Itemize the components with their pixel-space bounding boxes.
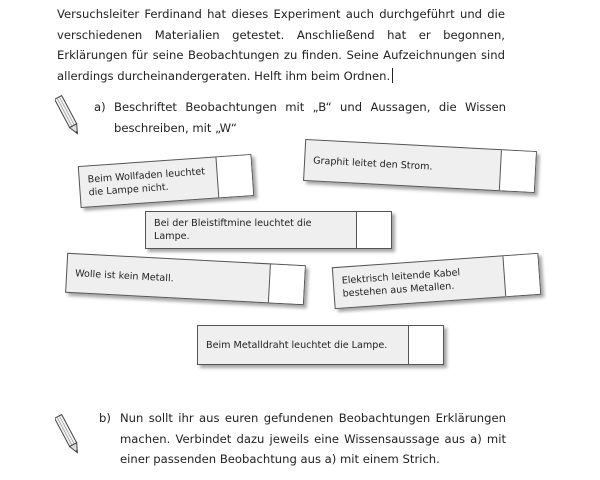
answer-box[interactable] <box>499 150 536 192</box>
task-b-text: Nun sollt ihr aus euren gefundenen Beobachtungen Erklärungen machen. Verbindet dazu jeweils eine Wissensaussage aus a) mit einer passenden Beobachtung aus a) mit einem Strich. <box>120 411 506 466</box>
card-wollfaden[interactable] <box>78 154 255 208</box>
card-text: Beim Wollfaden leuchtet die Lampe nicht. <box>87 166 206 199</box>
card-text: Bei der Bleistiftmine leuchtet die Lampe. <box>154 218 312 242</box>
task-b <box>99 408 506 470</box>
intro-text: Versuchsleiter Ferdinand hat dieses Experiment auch durchgeführt und die verschiedenen Materialien getestet. Anschließend hat er begonnen, Erklärungen für seine Beobachtungen zu finden. Seine Aufzeichnungen sind allerdings durcheinandergeraten. Helft ihm beim Ordnen. <box>57 7 505 83</box>
pencil-icon <box>55 93 81 139</box>
card-wolle[interactable] <box>65 253 306 305</box>
answer-box[interactable] <box>502 254 540 296</box>
answer-box[interactable] <box>268 264 305 304</box>
intro-paragraph <box>57 4 505 86</box>
task-a-letter: a) <box>94 100 106 114</box>
task-a <box>94 97 506 138</box>
card-bleistiftmine[interactable] <box>145 211 392 249</box>
card-text: Wolle ist kein Metall. <box>74 267 174 284</box>
card-kabel[interactable] <box>332 253 541 309</box>
text-cursor <box>392 68 393 83</box>
task-b-letter: b) <box>99 411 111 425</box>
card-text: Beim Metalldraht leuchtet die Lampe. <box>206 339 388 351</box>
answer-box[interactable] <box>215 155 253 197</box>
card-text: Elektrisch leitende Kabel bestehen aus Metallen. <box>341 267 461 300</box>
pencil-icon <box>55 412 81 458</box>
card-metalldraht[interactable] <box>197 325 444 365</box>
card-text: Graphit leitet den Strom. <box>312 154 433 173</box>
answer-box[interactable] <box>356 212 391 248</box>
task-a-text: Beschriftet Beobachtungen mit „B“ und Aussagen, die Wissen beschreiben, mit „W“ <box>114 100 506 135</box>
answer-box[interactable] <box>408 326 443 364</box>
card-graphit[interactable] <box>303 139 537 193</box>
